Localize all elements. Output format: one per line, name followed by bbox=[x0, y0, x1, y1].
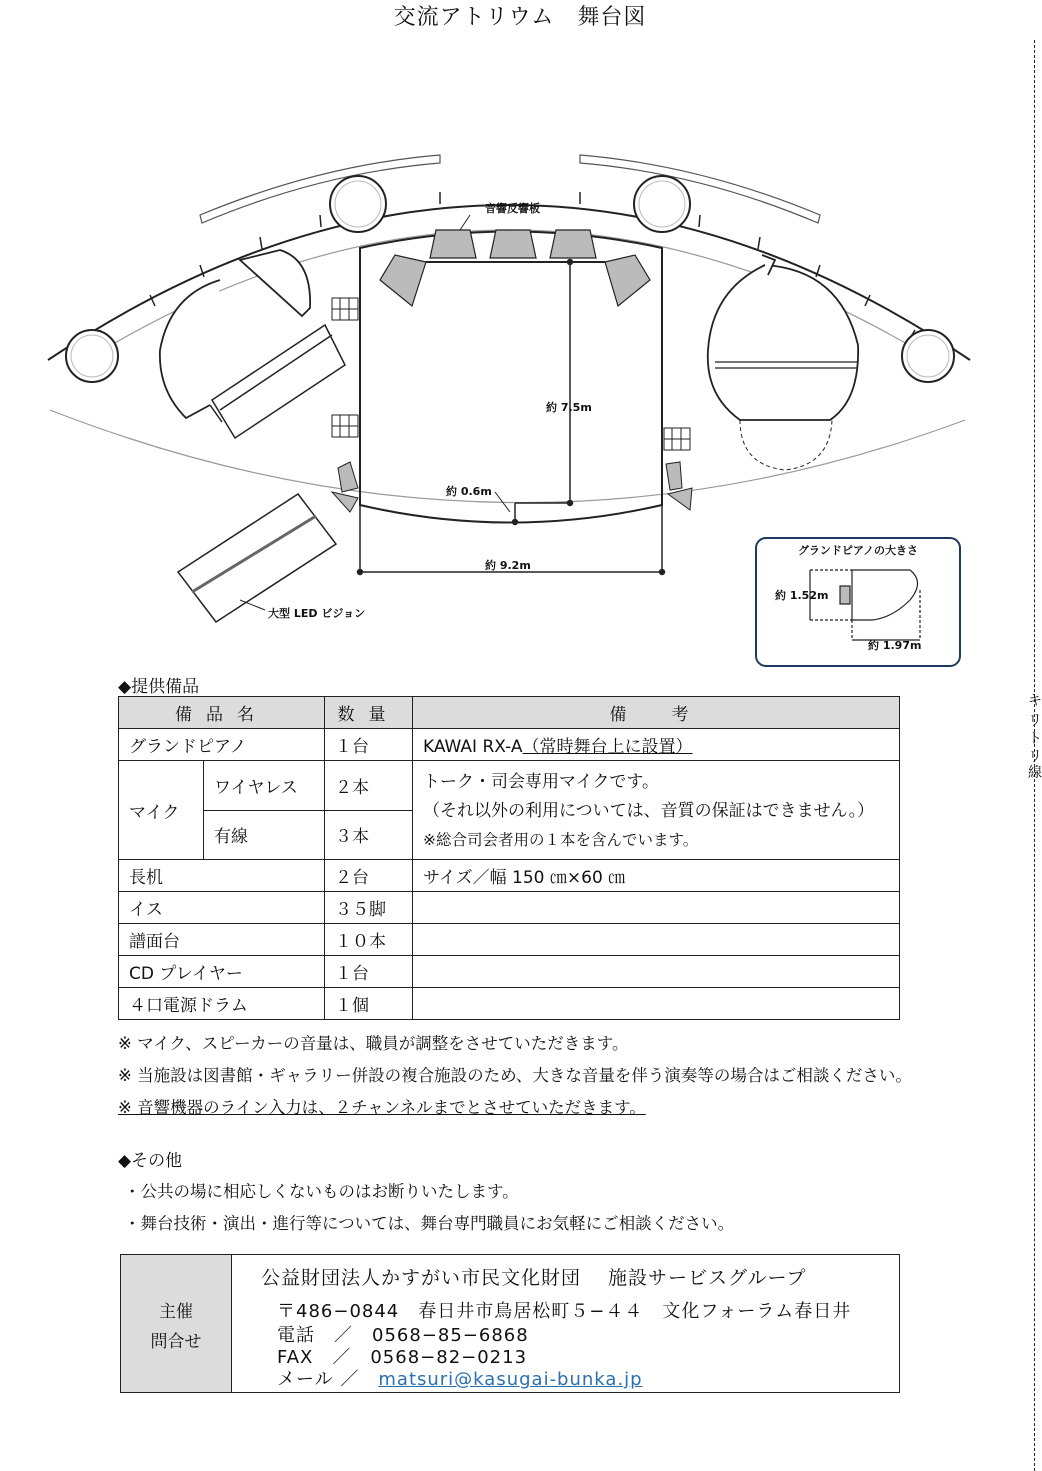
other-heading: ◆その他 bbox=[118, 1151, 183, 1171]
table-row bbox=[119, 924, 900, 956]
contact-box bbox=[120, 1254, 900, 1393]
item-name: 長机 bbox=[119, 860, 325, 892]
note-line-input: ※ 音響機器のライン入力は、２チャンネルまでとさせていただきます。 bbox=[118, 1098, 646, 1117]
other-item-2: ・舞台技術・演出・進行等については、舞台専門職員にお気軽にご相談ください。 bbox=[124, 1214, 735, 1233]
table-row bbox=[119, 892, 900, 924]
mail-link[interactable]: matsuri@kasugai-bunka.jp bbox=[378, 1369, 643, 1390]
item-qty: １個 bbox=[325, 988, 413, 1020]
mic-wired: 有線 bbox=[204, 810, 325, 860]
item-name: 譜面台 bbox=[119, 924, 325, 956]
item-name: マイク bbox=[119, 761, 204, 860]
depth-label: 約 7.5m bbox=[546, 401, 592, 414]
contact-label bbox=[121, 1255, 232, 1392]
side-char: リ bbox=[1028, 713, 1042, 729]
table-row bbox=[119, 729, 900, 761]
mail-label: メール ／ bbox=[277, 1369, 379, 1390]
stage-diagram bbox=[40, 120, 970, 670]
side-char: リ bbox=[1028, 749, 1042, 765]
item-qty: ３５脚 bbox=[325, 892, 413, 924]
front-label: 約 0.6m bbox=[446, 485, 492, 498]
reflector-panels bbox=[380, 230, 652, 306]
table-row bbox=[119, 761, 900, 811]
note-consult: ※ 当施設は図書館・ギャラリー併設の複合施設のため、大きな音量を伴う演奏等の場合はご相談ください。 bbox=[118, 1066, 912, 1085]
item-name: グランドピアノ bbox=[119, 729, 325, 761]
piano-size-box bbox=[756, 538, 960, 666]
piano-length-label: 約 1.97m bbox=[868, 639, 922, 652]
tel: 電話 ／ 0568−85−6868 bbox=[277, 1325, 529, 1346]
table-header-row bbox=[119, 697, 900, 729]
header-qty: 数量 bbox=[325, 697, 413, 729]
table-row bbox=[119, 860, 900, 892]
item-qty: １０本 bbox=[325, 924, 413, 956]
item-note bbox=[413, 956, 900, 988]
piano-box-title: グランドピアノの大きさ bbox=[797, 544, 919, 557]
mic-note-3: ※総合司会者用の１本を含んでいます。 bbox=[423, 830, 699, 849]
header-note: 備 考 bbox=[413, 697, 900, 729]
org-name: 公益財団法人かすがい市民文化財団 施設サービスグループ bbox=[261, 1267, 807, 1289]
item-note bbox=[413, 988, 900, 1020]
side-char: 線 bbox=[1028, 765, 1042, 781]
mic-wireless: ワイヤレス bbox=[204, 761, 325, 811]
label-inquiry: 問合せ bbox=[150, 1332, 202, 1352]
address: 〒486−0844 春日井市鳥居松町５−４４ 文化フォーラム春日井 bbox=[277, 1301, 852, 1322]
item-note bbox=[413, 924, 900, 956]
item-name: イス bbox=[119, 892, 325, 924]
other-item-1: ・公共の場に相応しくないものはお断りいたします。 bbox=[124, 1182, 519, 1201]
item-name: CD プレイヤー bbox=[119, 956, 325, 988]
note-volume: ※ マイク、スピーカーの音量は、職員が調整をさせていただきます。 bbox=[118, 1034, 629, 1053]
reflector-label: 音響反響板 bbox=[485, 202, 540, 215]
width-label: 約 9.2m bbox=[485, 559, 531, 572]
led-label: 大型 LED ビジョン bbox=[268, 607, 366, 620]
table-row bbox=[119, 956, 900, 988]
item-qty: １台 bbox=[325, 729, 413, 761]
item-note: サイズ／幅 150 ㎝×60 ㎝ bbox=[413, 860, 900, 892]
equipment-table bbox=[118, 696, 900, 1020]
side-char: キ bbox=[1028, 693, 1042, 709]
mail-row bbox=[277, 1365, 643, 1391]
mic-note-2: （それ以外の利用については、音質の保証はできません。） bbox=[423, 800, 875, 821]
item-qty: ３本 bbox=[325, 810, 413, 860]
piano-model: KAWAI RX-A bbox=[423, 737, 523, 757]
piano-width-label: 約 1.52m bbox=[775, 589, 829, 602]
side-char: ト bbox=[1028, 731, 1042, 747]
label-organizer: 主催 bbox=[159, 1302, 193, 1322]
item-name: ４口電源ドラム bbox=[119, 988, 325, 1020]
item-note bbox=[413, 892, 900, 924]
fax: FAX ／ 0568−82−0213 bbox=[277, 1347, 528, 1368]
header-name: 備品名 bbox=[119, 697, 325, 729]
piano-placement: （常時舞台上に設置） bbox=[522, 737, 693, 757]
item-qty: ２台 bbox=[325, 860, 413, 892]
mic-note bbox=[413, 761, 900, 860]
mic-note-1: トーク・司会専用マイクです。 bbox=[423, 771, 659, 792]
page-title: 交流アトリウム 舞台図 bbox=[393, 5, 647, 30]
equipment-heading: ◆提供備品 bbox=[118, 677, 200, 697]
item-note bbox=[413, 729, 900, 761]
table-row bbox=[119, 988, 900, 1020]
item-qty: ２本 bbox=[325, 761, 413, 811]
item-qty: １台 bbox=[325, 956, 413, 988]
